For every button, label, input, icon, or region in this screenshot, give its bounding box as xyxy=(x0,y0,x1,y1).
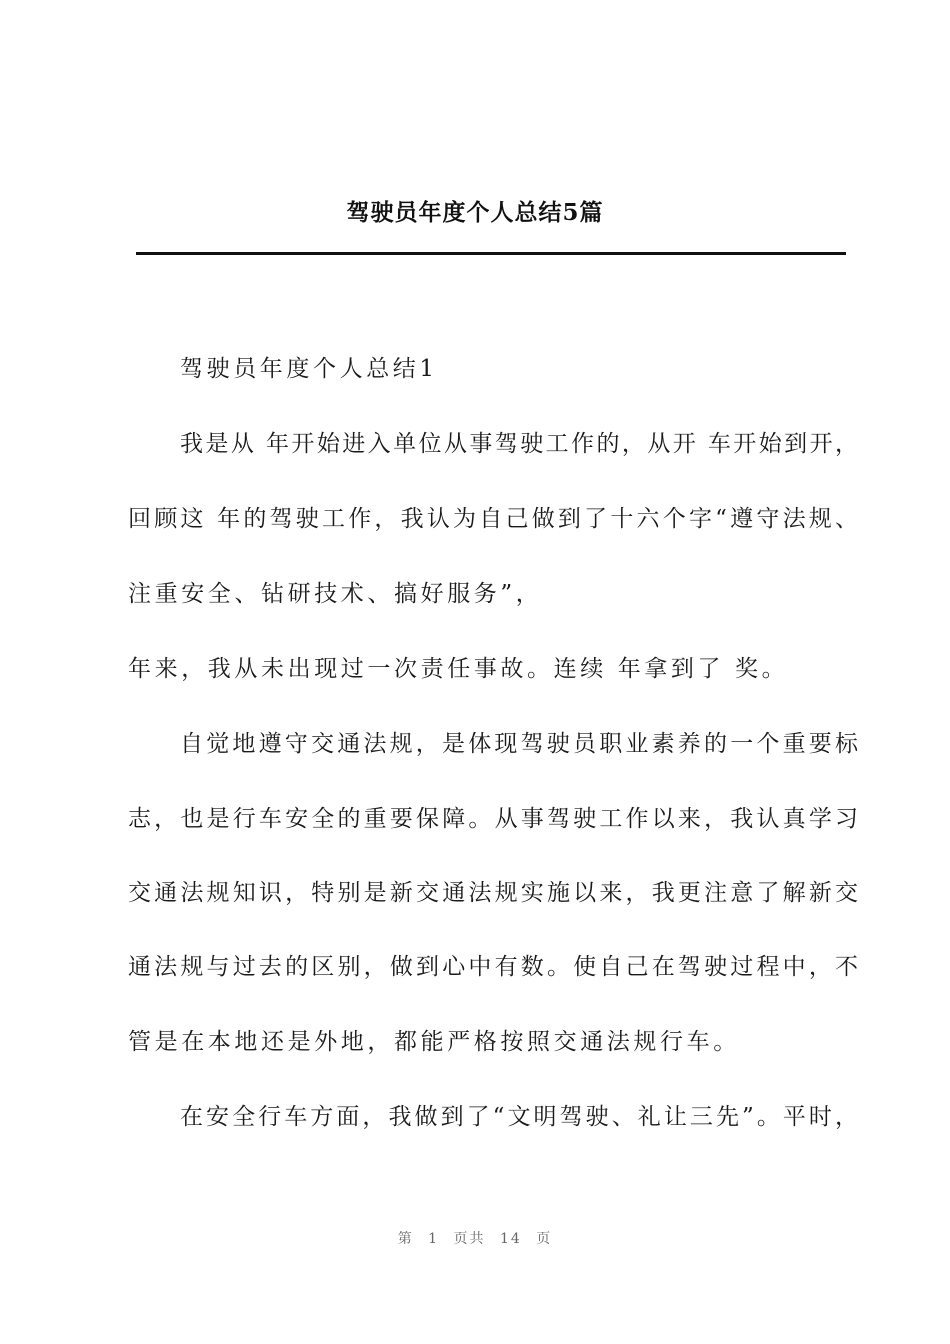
title-divider xyxy=(136,252,846,255)
section-heading: 驾驶员年度个人总结1 xyxy=(180,356,438,382)
body-line: 自觉地遵守交通法规，是体现驾驶员职业素养的一个重要标 xyxy=(180,731,858,757)
body-line: 管是在本地还是外地，都能严格按照交通法规行车。 xyxy=(128,1029,740,1055)
body-line: 志，也是行车安全的重要保障。从事驾驶工作以来，我认真学习 xyxy=(128,806,858,832)
body-line: 我是从 年开始进入单位从事驾驶工作的，从开 车开始到开， xyxy=(180,431,858,457)
body-line: 交通法规知识，特别是新交通法规实施以来，我更注意了解新交 xyxy=(128,880,858,906)
body-line: 在安全行车方面，我做到了“文明驾驶、礼让三先”。平时， xyxy=(180,1104,858,1130)
body-line: 注重安全、钻研技术、搞好服务”， xyxy=(128,581,543,607)
document-title: 驾驶员年度个人总结5篇 xyxy=(346,199,604,226)
body-line: 通法规与过去的区别，做到心中有数。使自己在驾驶过程中，不 xyxy=(128,954,858,980)
page-footer: 第 1 页共 14 页 xyxy=(397,1231,553,1247)
body-line: 回顾这 年的驾驶工作，我认为自己做到了十六个字“遵守法规、 xyxy=(128,506,858,532)
body-line: 年来，我从未出现过一次责任事故。连续 年拿到了 奖。 xyxy=(128,656,789,682)
